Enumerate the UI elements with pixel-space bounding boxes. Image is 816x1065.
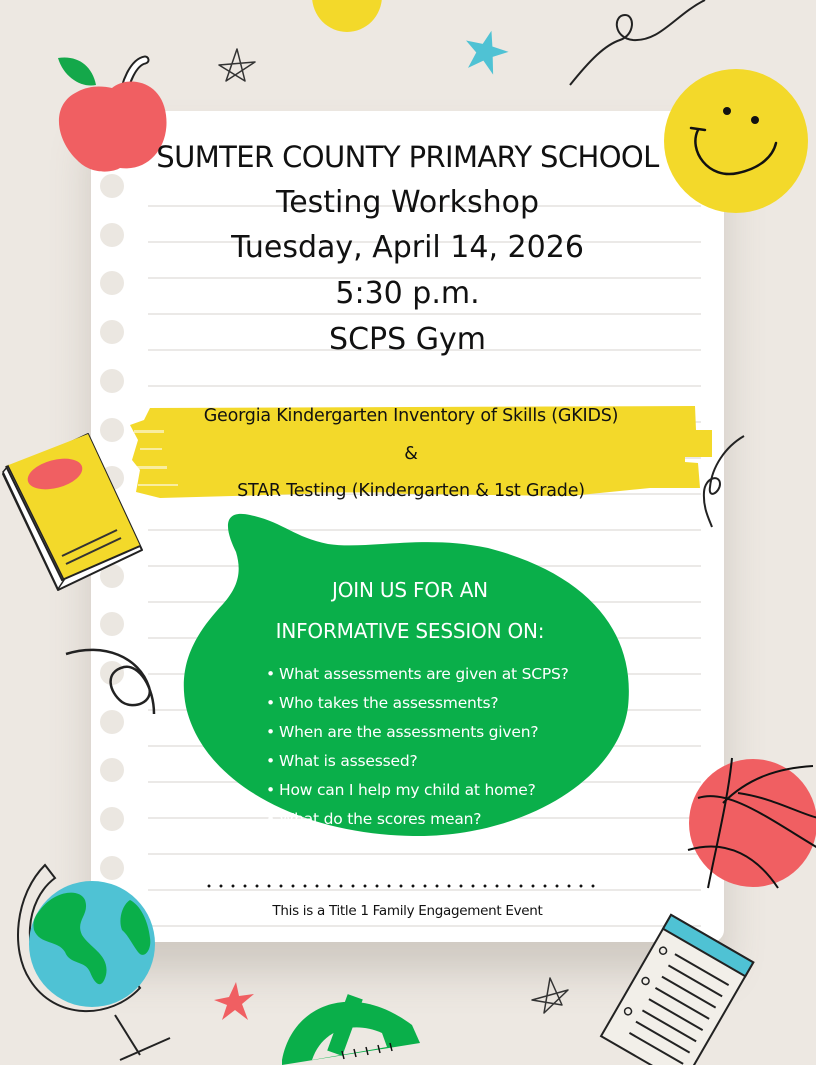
topic-text: What is assessed? (279, 752, 418, 770)
session-topic-item (266, 749, 569, 778)
bullet-icon: • (266, 723, 275, 741)
test-gkids: Georgia Kindergarten Inventory of Skills (GKIDS) (203, 406, 619, 426)
event-time: 5:30 p.m. (335, 276, 480, 311)
event-date: Tuesday, April 14, 2026 (231, 230, 584, 265)
outline-star-icon (215, 46, 257, 84)
ruled-line (148, 385, 701, 387)
outline-star-icon-bottom (530, 975, 572, 1015)
bullet-icon: • (266, 810, 275, 828)
notepad-icon (595, 918, 755, 1063)
session-heading-1: JOIN US FOR AN (332, 578, 488, 602)
topic-text: Who takes the assessments? (279, 694, 499, 712)
session-topic-item (266, 691, 569, 720)
footer-note: This is a Title 1 Family Engagement Event (272, 903, 543, 919)
ruled-line (148, 889, 701, 891)
test-star: STAR Testing (Kindergarten & 1st Grade) (237, 481, 585, 501)
punch-hole (100, 369, 124, 393)
globe-icon (10, 860, 170, 1060)
squiggle-loop (700, 432, 750, 530)
bullet-icon: • (266, 781, 275, 799)
book-icon (0, 432, 145, 592)
bullet-icon: • (266, 752, 275, 770)
event-title: Testing Workshop (275, 185, 539, 220)
teal-star-icon (462, 28, 510, 74)
school-name: SUMTER COUNTY PRIMARY SCHOOL (156, 140, 659, 174)
red-star-icon (212, 982, 256, 1022)
punch-hole (100, 807, 124, 831)
session-topic-item (266, 807, 569, 836)
event-location: SCPS Gym (329, 322, 486, 357)
protractor-icon (282, 985, 422, 1065)
session-topics (266, 662, 569, 836)
ruled-line (148, 313, 701, 315)
session-topic-item (266, 662, 569, 691)
bullet-icon: • (266, 694, 275, 712)
swirl-line (64, 642, 164, 722)
dotted-divider (203, 884, 603, 888)
session-topic-item (266, 720, 569, 749)
session-topic-item (266, 778, 569, 807)
session-heading-2: INFORMATIVE SESSION ON: (275, 619, 545, 643)
topic-text: What do the scores mean? (279, 810, 482, 828)
yellow-circle (312, 0, 382, 32)
topic-text: How can I help my child at home? (279, 781, 536, 799)
bullet-icon: • (266, 665, 275, 683)
basketball-icon (688, 758, 816, 888)
ruled-line (148, 853, 701, 855)
ampersand: & (404, 444, 418, 464)
topic-text: What assessments are given at SCPS? (279, 665, 569, 683)
topic-text: When are the assessments given? (279, 723, 539, 741)
